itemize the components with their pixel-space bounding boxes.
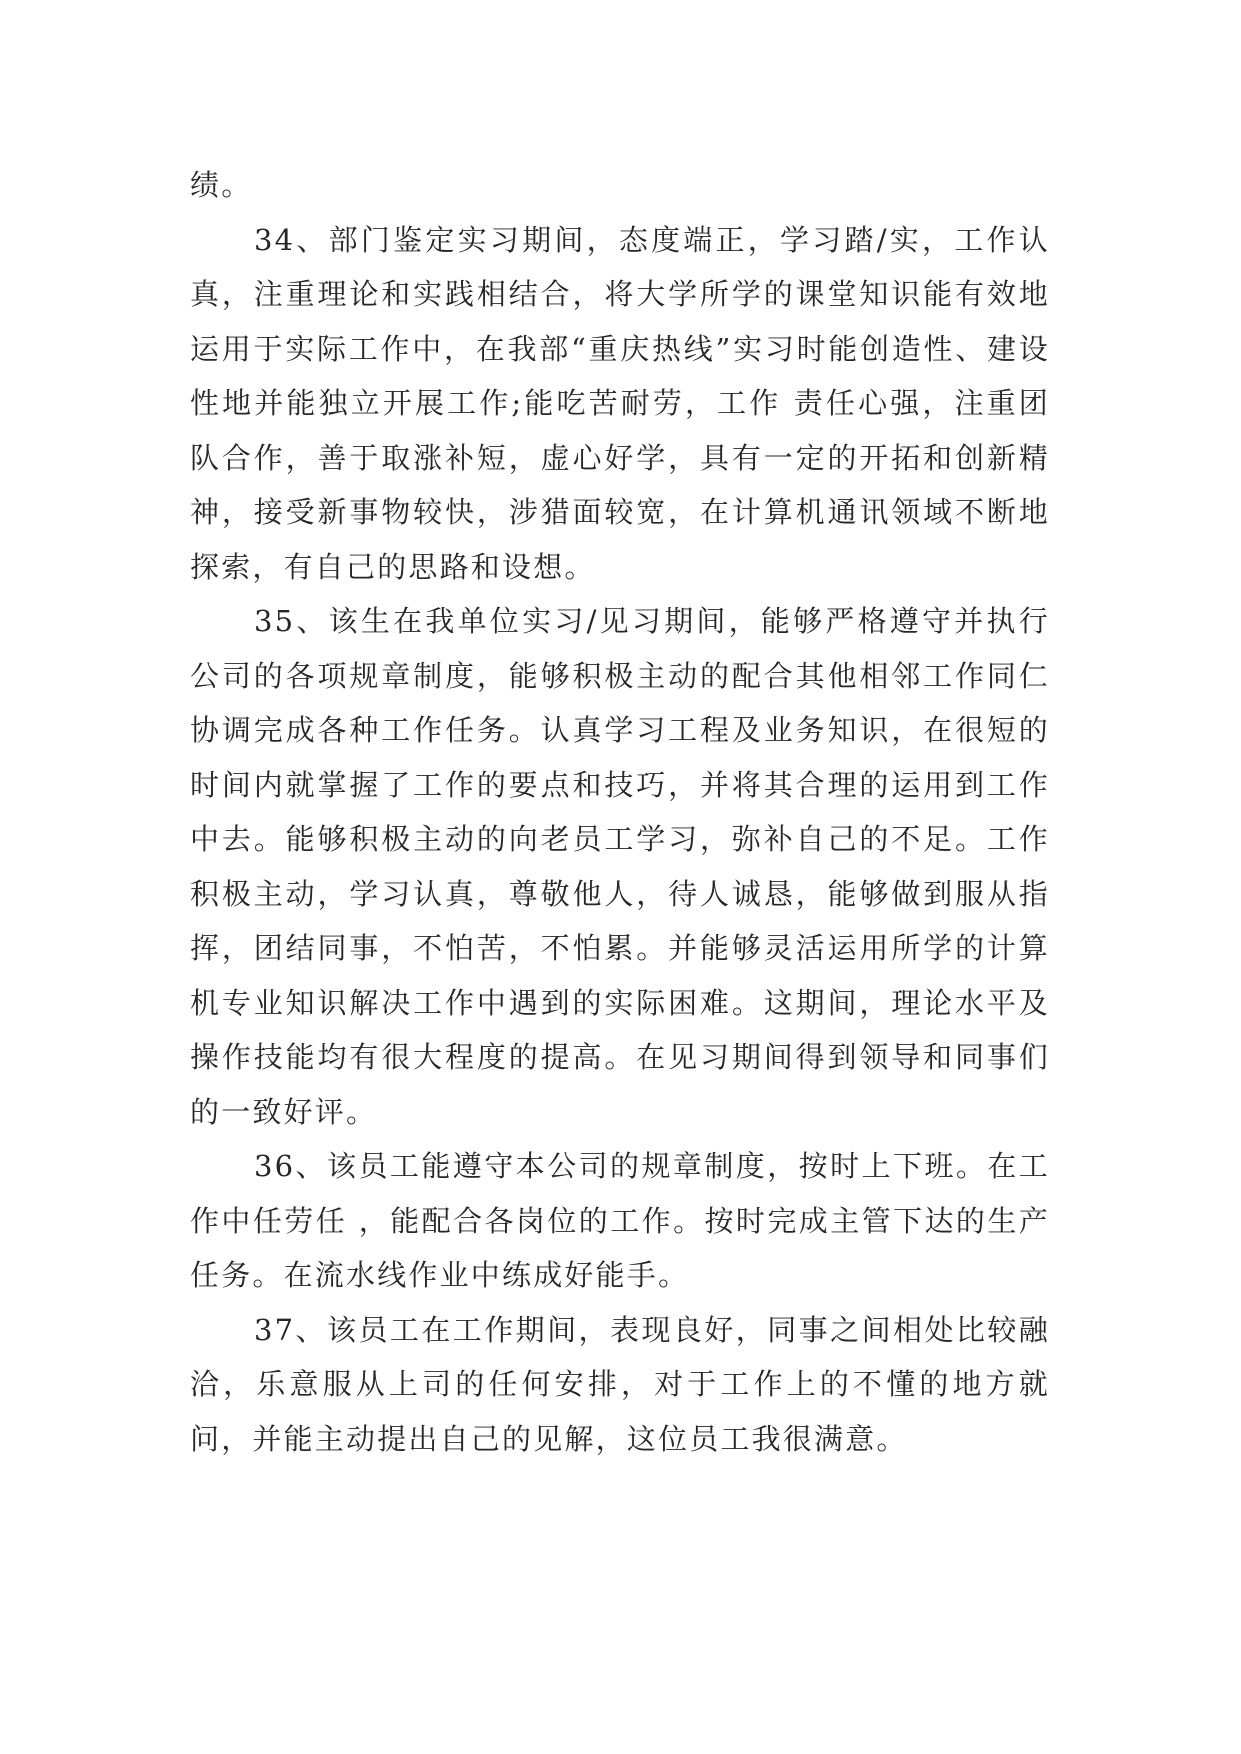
paragraph-fragment: 绩。 (190, 168, 253, 202)
paragraph-35: 35、该生在我单位实习/见习期间，能够严格遵守并执行公司的各项规章制度，能够积极主动的配合其他相邻工作同仁协调完成各种工作任务。认真学习工程及业务知识，在很短的时间内就掌握了工作的要点和技巧，并将其合理的运用到工作中去。能够积极主动的向老员工学习，弥补自己的不足。工作积极主动，学习认真，尊敬他人，待人诚恳，能够做到服从指挥，团结同事，不怕苦，不怕累。并能够灵活运用所学的计算机专业知识解决工作中遇到的实际困难。这期间，理论水平及操作技能均有很大程度的提高。在见习期间得到领导和同事们的一致好评。 (190, 604, 1050, 1129)
paragraph-36: 36、该员工能遵守本公司的规章制度，按时上下班。在工作中任劳任 ，能配合各岗位的工作。按时完成主管下达的生产任务。在流水线作业中练成好能手。 (190, 1149, 1050, 1292)
paragraph-34: 34、部门鉴定实习期间，态度端正，学习踏/实，工作认真，注重理论和实践相结合，将大学所学的课堂知识能有效地运用于实际工作中，在我部“重庆热线”实习时能创造性、建设性地并能独立开展工作;能吃苦耐劳，工作 责任心强，注重团队合作，善于取涨补短，虚心好学，具有一定的开拓和创新精神，接受新事物较快，涉猎面较宽，在计算机通讯领域不断地探索，有自己的思路和设想。 (190, 222, 1050, 584)
paragraph-37: 37、该员工在工作期间，表现良好，同事之间相处比较融洽，乐意服从上司的任何安排，对于工作上的不懂的地方就问，并能主动提出自己的见解，这位员工我很满意。 (190, 1312, 1050, 1456)
document-body (190, 158, 1050, 1466)
